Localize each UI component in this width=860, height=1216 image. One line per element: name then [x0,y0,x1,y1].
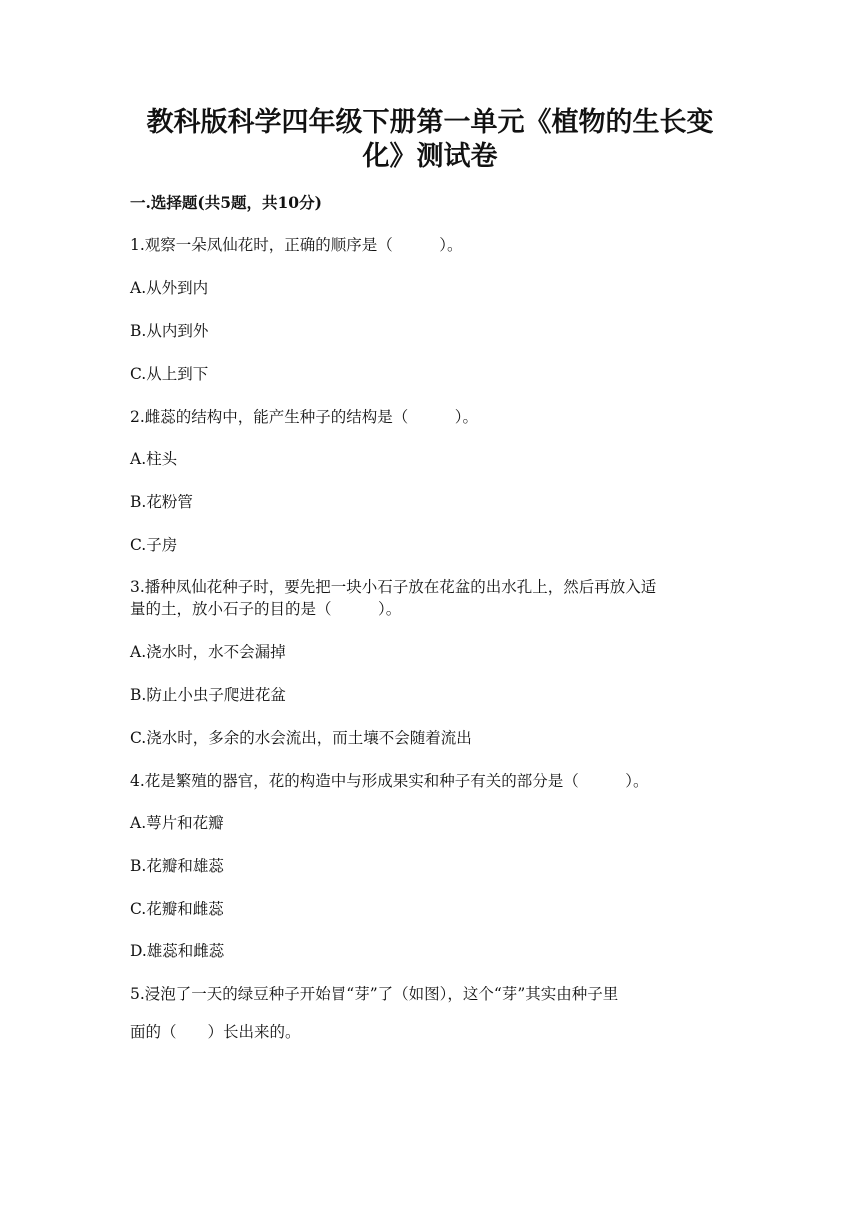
question-4-stem: 4.花是繁殖的器官，花的构造中与形成果实和种子有关的部分是（ ）。 [130,772,649,790]
question-2-stem: 2.雌蕊的结构中，能产生种子的结构是（ ）。 [130,408,479,426]
question-4-option-a: A.萼片和花瓣 [130,814,224,832]
question-1-stem: 1.观察一朵凤仙花时，正确的顺序是（ ）。 [130,236,463,254]
section-heading: 一.选择题(共5题，共10分) [130,193,322,212]
page-title-line-1: 教科版科学四年级下册第一单元《植物的生长变 [146,107,714,138]
question-2-option-c: C.子房 [130,536,178,554]
question-3-option-b: B.防止小虫子爬进花盆 [130,686,286,704]
question-2-option-b: B.花粉管 [130,493,193,511]
question-5-stem-line-1: 5.浸泡了一天的绿豆种子开始冒“芽”了（如图），这个“芽”其实由种子里 [130,985,619,1003]
question-3-option-c: C.浇水时，多余的水会流出，而土壤不会随着流出 [130,729,472,747]
question-1-option-a: A.从外到内 [130,279,209,297]
question-4-option-c: C.花瓣和雌蕊 [130,900,224,918]
question-5-stem-line-2: 面的（ ）长出来的。 [130,1023,301,1041]
question-1-option-c: C.从上到下 [130,365,209,383]
page-title-line-2: 化》测试卷 [362,141,498,172]
question-4-option-b: B.花瓣和雄蕊 [130,857,224,875]
question-3-option-a: A.浇水时，水不会漏掉 [130,643,286,661]
question-3-stem-line-2: 量的土，放小石子的目的是（ ）。 [130,600,402,618]
question-4-option-d: D.雄蕊和雌蕊 [130,942,225,960]
question-2-option-a: A.柱头 [130,450,178,468]
question-3-stem-line-1: 3.播种凤仙花种子时，要先把一块小石子放在花盆的出水孔上，然后再放入适 [130,578,657,596]
question-1-option-b: B.从内到外 [130,322,209,340]
